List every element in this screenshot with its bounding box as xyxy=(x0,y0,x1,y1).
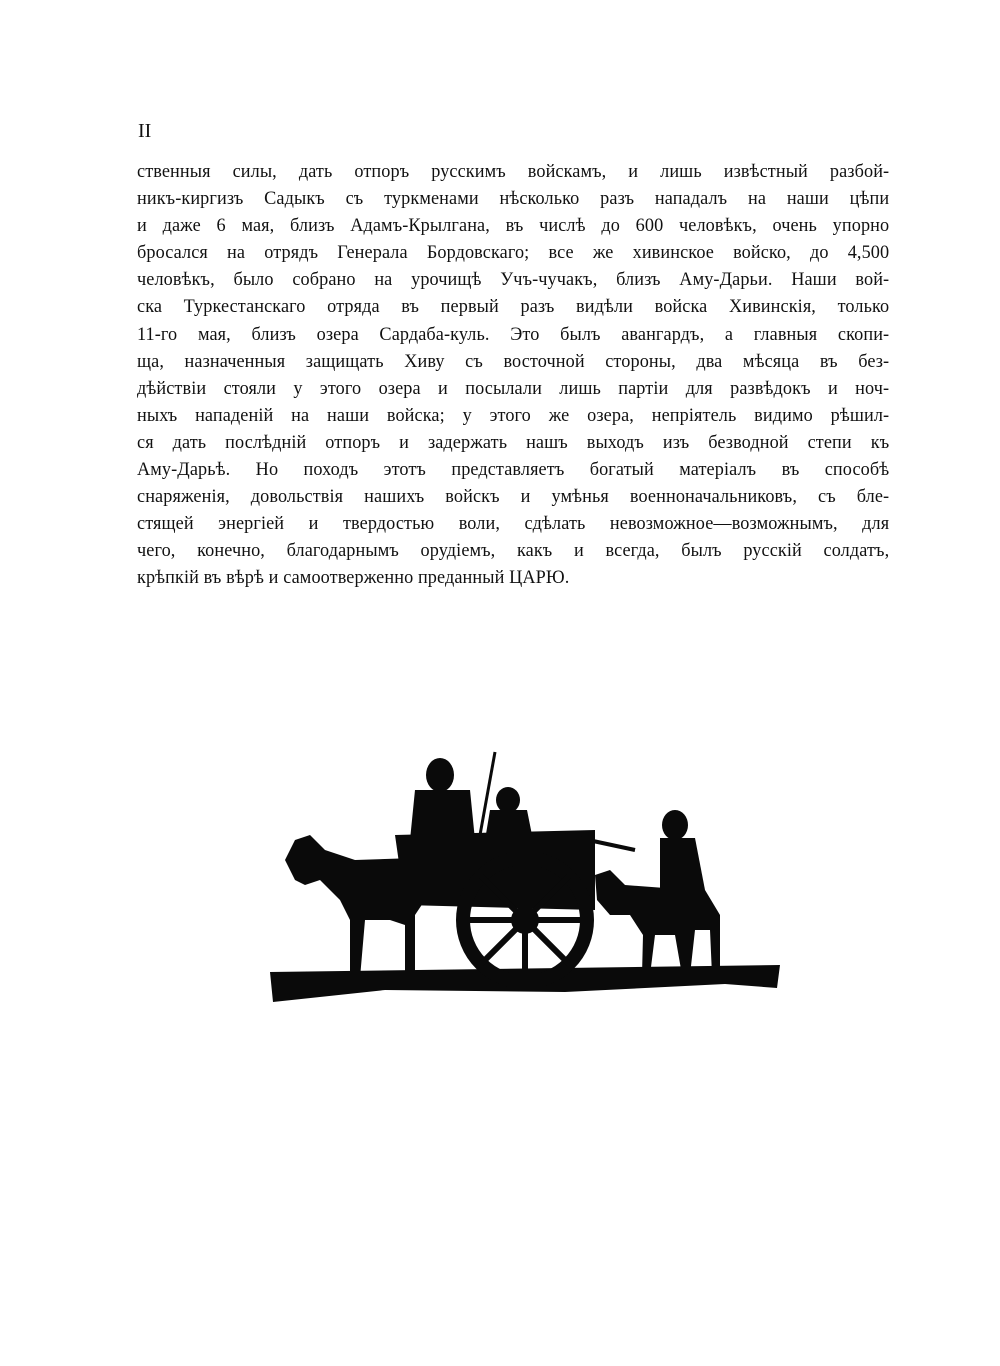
body-text xyxy=(137,158,889,592)
text-line: дѣйствіи стояли у этого озера и посылали лишь партіи для развѣдокъ и ноч- xyxy=(137,377,890,399)
text-line: стящей энергіей и твердостью воли, сдѣлать невозможное—возможнымъ, для xyxy=(137,513,890,535)
text-line: Аму-Дарьѣ. Но походъ этотъ представляетъ богатый матеріалъ въ способѣ xyxy=(137,459,890,481)
person-silhouette xyxy=(496,787,520,813)
text-line: ственныя силы, дать отпоръ русскимъ войскамъ, и лишь извѣстный разбой- xyxy=(137,161,890,182)
text-line: никъ-киргизъ Садыкъ съ туркменами нѣсколько разъ нападалъ на наши цѣпи xyxy=(137,188,890,210)
text-line: крѣпкій въ вѣрѣ и самоотверженно преданный ЦАРЮ. xyxy=(137,567,570,589)
text-line: чего, конечно, благодарнымъ орудіемъ, какъ и всегда, былъ русскій солдатъ, xyxy=(137,540,890,562)
cart-silhouette-illustration xyxy=(265,740,785,1010)
text-line: ся дать послѣдній отпоръ и задержать нашъ выходъ изъ безводной степи къ xyxy=(137,431,890,453)
text-line: и даже 6 мая, близъ Адамъ-Крылгана, въ числѣ до 600 человѣкъ, очень упорно xyxy=(137,215,890,237)
page-number: II xyxy=(138,120,152,142)
text-line: бросался на отрядъ Генерала Бордовскаго; все же хивинское войско, до 4,500 xyxy=(137,242,890,264)
text-line: ща, назначенныя защищать Хиву съ восточной стороны, два мѣсяца въ без- xyxy=(137,350,890,372)
text-line: ска Туркестанскаго отряда въ первый разъ видѣли войска Хивинскія, только xyxy=(137,296,890,318)
rider-silhouette xyxy=(662,810,688,840)
text-line: ныхъ нападеній на наши войска; у этого же озера, непріятель видимо рѣшил- xyxy=(137,404,890,426)
person-silhouette xyxy=(426,758,454,792)
text-line: 11-го мая, близъ озера Сардаба-куль. Это былъ авангардъ, а главныя скопи- xyxy=(137,323,890,345)
text-line: человѣкъ, было собрано на урочищѣ Учъ-чучакъ, близъ Аму-Дарьи. Наши вой- xyxy=(137,269,890,291)
text-line: снаряженія, довольствія нашихъ войскъ и умѣнья военноначальниковъ, съ бле- xyxy=(137,486,890,508)
